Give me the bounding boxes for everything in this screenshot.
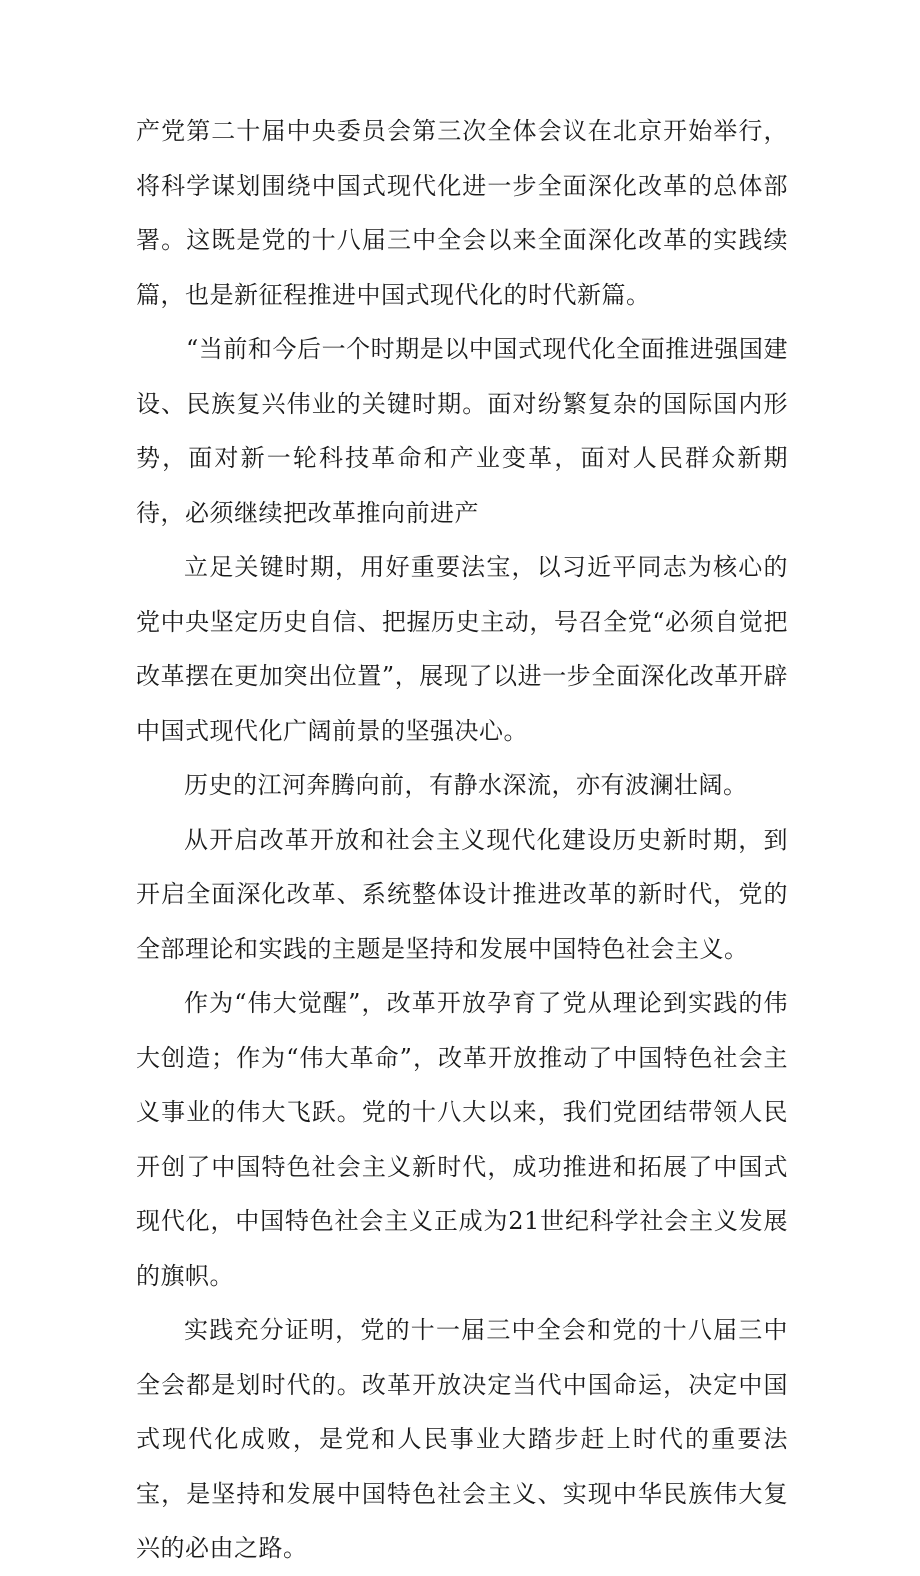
paragraph-history-river: 历史的江河奔腾向前，有静水深流，亦有波澜壮阔。 xyxy=(184,771,748,799)
paragraph-quote: “当前和今后一个时期是以中国式现代化全面推进强国建设、民族复兴伟业的关键时期。面对纷繁复杂的国际国内形势，面对新一轮科技革命和产业变革，面对人民群众新期待，必须继续把改革推向前进产 xyxy=(136,335,788,527)
paragraph-practice-proves: 实践充分证明，党的十一届三中全会和党的十八届三中全会都是划时代的。改革开放决定当代中国命运，决定中国式现代化成败，是党和人民事业大踏步赶上时代的重要法宝，是坚持和发展中国特色社会主义、实现中华民族伟大复兴的必由之路。 xyxy=(136,1316,788,1562)
paragraph-continuation: 产党第二十届中央委员会第三次全体会议在北京开始举行，将科学谋划围绕中国式现代化进一步全面深化改革的总体部署。这既是党的十八届三中全会以来全面深化改革的实践续篇，也是新征程推进中国式现代化的时代新篇。 xyxy=(136,117,788,309)
paragraph-great-awakening: 作为“伟大觉醒”，改革开放孕育了党从理论到实践的伟大创造；作为“伟大革命”，改革开放推动了中国特色社会主义事业的伟大飞跃。党的十八大以来，我们党团结带领人民开创了中国特色社会主义新时代，成功推进和拓展了中国式现代化，中国特色社会主义正成为21世纪科学社会主义发展的旗帜。 xyxy=(136,989,788,1290)
document-body xyxy=(136,104,788,1576)
paragraph-key-period: 立足关键时期，用好重要法宝，以习近平同志为核心的党中央坚定历史自信、把握历史主动，号召全党“必须自觉把改革摆在更加突出位置”，展现了以进一步全面深化改革开辟中国式现代化广阔前景的坚强决心。 xyxy=(136,553,788,745)
paragraph-reform-theme: 从开启改革开放和社会主义现代化建设历史新时期，到开启全面深化改革、系统整体设计推进改革的新时代，党的全部理论和实践的主题是坚持和发展中国特色社会主义。 xyxy=(136,825,788,963)
